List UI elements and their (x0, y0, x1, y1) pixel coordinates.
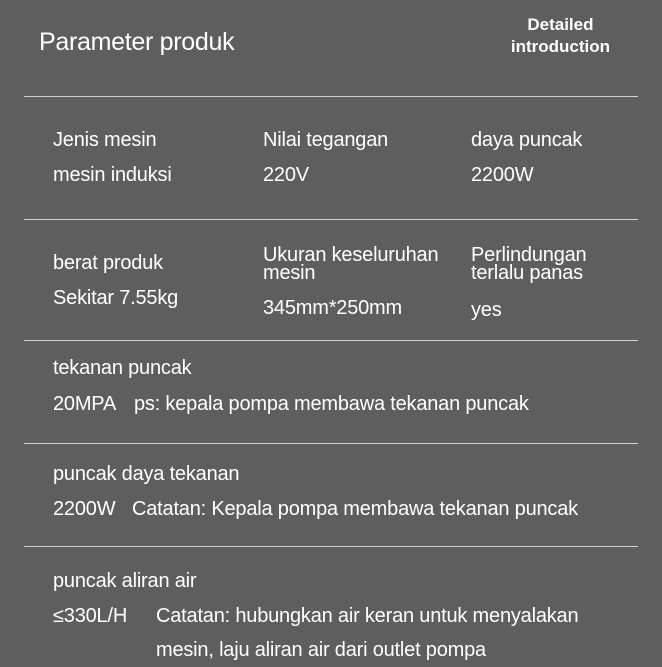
dimensions-label-line-2: mesin (263, 262, 316, 284)
dimensions-value: 345mm*250mm (263, 297, 402, 319)
divider-5 (24, 546, 638, 547)
dimensions-label (263, 246, 438, 282)
pressure-power-note: Catatan: Kepala pompa membawa tekanan puncak (132, 498, 578, 520)
peak-pressure-value: 20MPA (53, 393, 117, 415)
pressure-power-value: 2200W (53, 498, 116, 520)
water-flow-note (156, 599, 578, 667)
divider-3 (24, 340, 638, 341)
overheat-protection-label (471, 246, 586, 282)
weight-value: Sekitar 7.55kg (53, 287, 179, 309)
overheat-label-line-2: terlalu panas (471, 262, 583, 284)
page-title: Parameter produk (39, 28, 235, 56)
subtitle-line-1: Detailed (527, 15, 594, 34)
voltage-label: Nilai tegangan (263, 129, 389, 151)
water-flow-value: ≤330L/H (53, 605, 128, 627)
voltage-value: 220V (263, 164, 309, 186)
subtitle-line-2: introduction (510, 37, 610, 56)
section-subtitle (511, 14, 610, 58)
divider-4 (24, 443, 638, 444)
water-flow-note-line-1: Catatan: hubungkan air keran untuk menyalakan (156, 605, 579, 627)
weight-label: berat produk (53, 252, 163, 274)
pressure-power-label: puncak daya tekanan (53, 463, 240, 485)
engine-type-value: mesin induksi (53, 164, 172, 186)
divider-2 (24, 219, 638, 220)
overheat-label-line-1: Perlindungan (471, 244, 587, 266)
peak-power-value: 2200W (471, 164, 534, 186)
peak-power-label: daya puncak (471, 129, 583, 151)
divider-1 (24, 96, 638, 97)
water-flow-note-line-2: mesin, laju aliran air dari outlet pompa (156, 639, 486, 661)
overheat-protection-value: yes (471, 299, 502, 321)
engine-type-label: Jenis mesin (53, 129, 157, 151)
dimensions-label-line-1: Ukuran keseluruhan (263, 244, 439, 266)
peak-pressure-label: tekanan puncak (53, 357, 192, 379)
water-flow-label: puncak aliran air (53, 570, 197, 592)
peak-pressure-note: ps: kepala pompa membawa tekanan puncak (134, 393, 529, 415)
